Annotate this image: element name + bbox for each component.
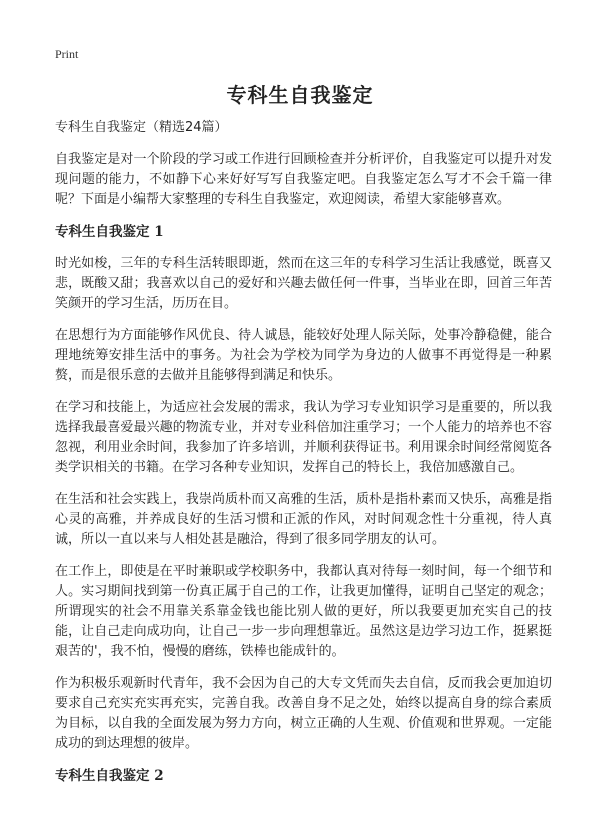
paragraph: 在生活和社会实践上，我崇尚质朴而又高雅的生活，质朴是指朴素而又快乐，高雅是指心灵的高雅，并养成良好的生活习惯和正派的作风，对时间观念性十分重视，待人真诚，所以一直以来与人相处甚是融洽，得到了很多同学朋友的认可。 [55,492,552,547]
paragraph: 在工作上，即使是在平时兼职或学校职务中，我都认真对待每一刻时间，每一个细节和人。实习期间找到第一份真正属于自己的工作，让我更加懂得，证明自己坚定的观念；所谓现实的社会不用靠关系靠金钱也能比别人做的更好，所以我要更加充实自己的技能，让自己走向成功向，让自己一步一步向理想靠近。虽然这是边学习边工作，挺累挺艰苦的'，我不怕，慢慢的磨练，铁棒也能成针的。 [55,564,552,659]
paragraph: 在学习和技能上，为适应社会发展的需求，我认为学习专业知识学习是重要的，所以我选择我最喜爱最兴趣的物流专业，并对专业科倍加注重学习；一个人能力的培养也不容忽视，利用业余时间，我参加了许多培训，并顺利获得证书。利用课余时间经常阅览各类学识相关的书籍。在学习各种专业知识，发挥自己的特长上，我倍加感激自己。 [55,400,552,475]
paragraph: 在思想行为方面能够作风优良、待人诚恳，能较好处理人际关际，处事冷静稳健，能合理地统筹安排生活中的事务。为社会为学校为同学为身边的人做事不再觉得是一种累赘，而是很乐意的去做并且能够得到满足和快乐。 [55,328,552,383]
section-heading-1: 专科生自我鉴定 1 [55,224,164,240]
print-label[interactable]: Print [55,47,79,61]
paragraph: 时光如梭，三年的专科生活转眼即逝，然而在这三年的专科学习生活让我感觉，既喜又悲，既酸又甜；我喜欢以自己的爱好和兴趣去做任何一件事，当毕业在即，回首三年苦笑颜开的学习生活，历历在目。 [55,256,552,311]
page-title: 专科生自我鉴定 [226,83,374,107]
article-subtitle: 专科生自我鉴定（精选24篇） [55,120,228,135]
paragraph: 作为积极乐观新时代青年，我不会因为自己的大专文凭而失去自信，反而我会更加迫切要求自己充实充实再充实，完善自我。改善自身不足之处，始终以提高自身的综合素质为目标，以自我的全面发展为努力方向，树立正确的人生观、价值观和世界观。一定能成功的到达理想的彼岸。 [55,676,552,751]
section-heading-2: 专科生自我鉴定 2 [55,768,164,784]
intro-paragraph: 自我鉴定是对一个阶段的学习或工作进行回顾检查并分析评价，自我鉴定可以提升对发现问题的能力，不如静下心来好好写写自我鉴定吧。自我鉴定怎么写才不会千篇一律呢？下面是小编帮大家整理的专科生自我鉴定，欢迎阅读，希望大家能够喜欢。 [55,152,552,207]
article-body [55,118,552,798]
